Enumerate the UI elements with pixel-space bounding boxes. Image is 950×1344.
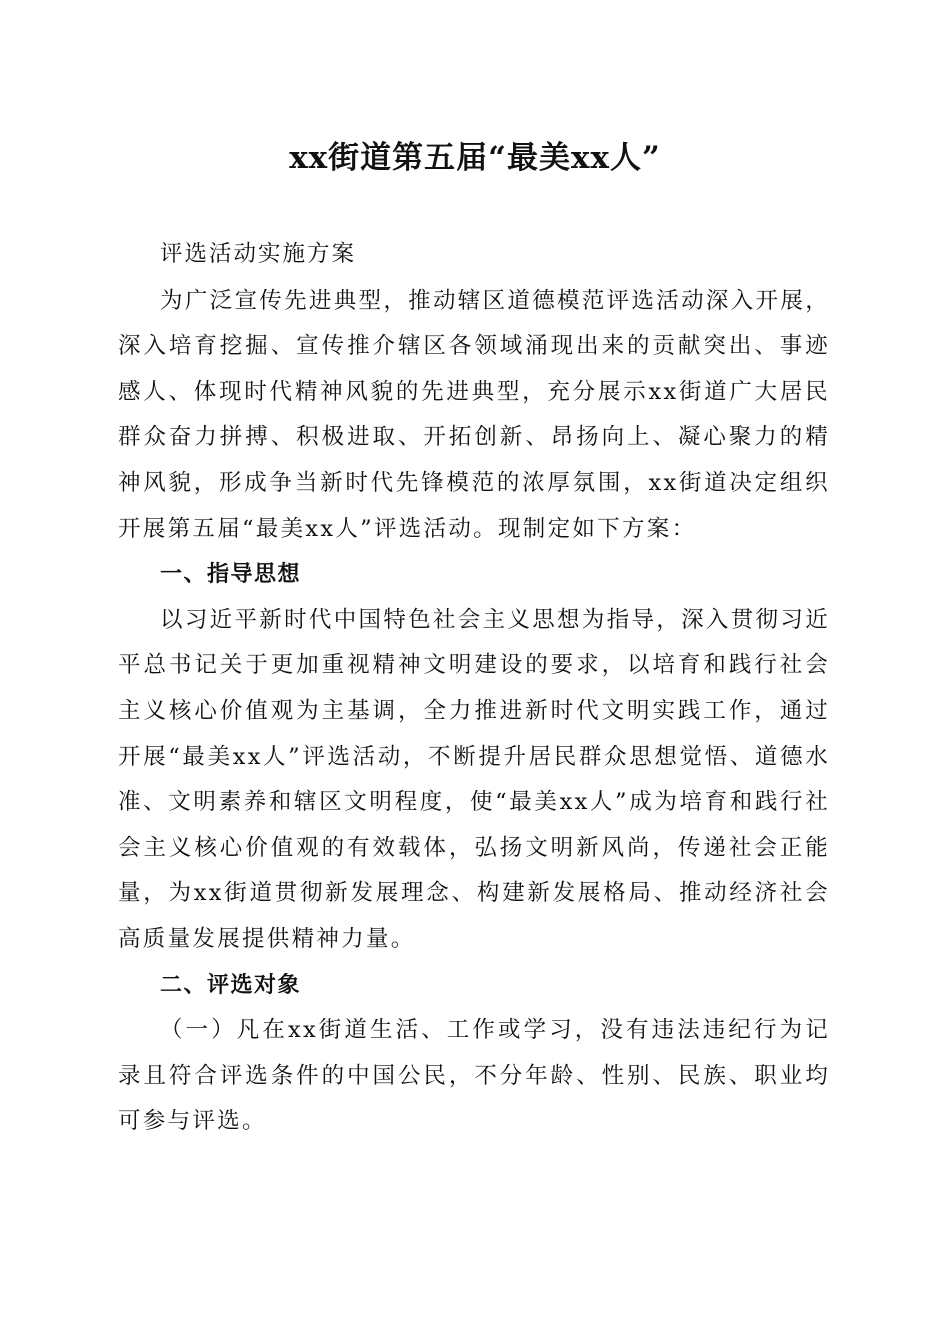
section-heading-guiding-ideology: 一、指导思想 [160, 562, 302, 588]
section-paragraph-guiding-ideology: 以习近平新时代中国特色社会主义思想为指导，深入贯彻习近平总书记关于更加重视精神文明建设的要求，以培育和践行社会主义核心价值观为主基调，全力推进新时代文明实践工作，通过开展“最美xx人”评选活动，不断提升居民群众思想觉悟、道德水准、文明素养和辖区文明程度，使“最美xx人”成为培育和践行社会主义核心价值观的有效载体，弘扬文明新风尚，传递社会正能量，为xx街道贯彻新发展理念、构建新发展格局、推动经济社会高质量发展提供精神力量。 [118, 606, 830, 952]
document-title: xx街道第五届“最美xx人” [289, 140, 661, 176]
intro-paragraph: 为广泛宣传先进典型，推动辖区道德模范评选活动深入开展，深入培育挖掘、宣传推介辖区各领域涌现出来的贡献突出、事迹感人、体现时代精神风貌的先进典型，充分展示xx街道广大居民群众奋力拼搏、积极进取、开拓创新、昂扬向上、凝心聚力的精神风貌，形成争当新时代先锋模范的浓厚氛围，xx街道决定组织开展第五届“最美xx人”评选活动。现制定如下方案： [118, 287, 830, 542]
document-body [118, 232, 830, 1145]
section-heading-selection-targets: 二、评选对象 [160, 972, 302, 998]
document-subtitle: 评选活动实施方案 [160, 241, 357, 267]
section-paragraph-selection-targets: （一）凡在xx街道生活、工作或学习，没有违法违纪行为记录且符合评选条件的中国公民，不分年龄、性别、民族、职业均可参与评选。 [118, 1017, 830, 1135]
